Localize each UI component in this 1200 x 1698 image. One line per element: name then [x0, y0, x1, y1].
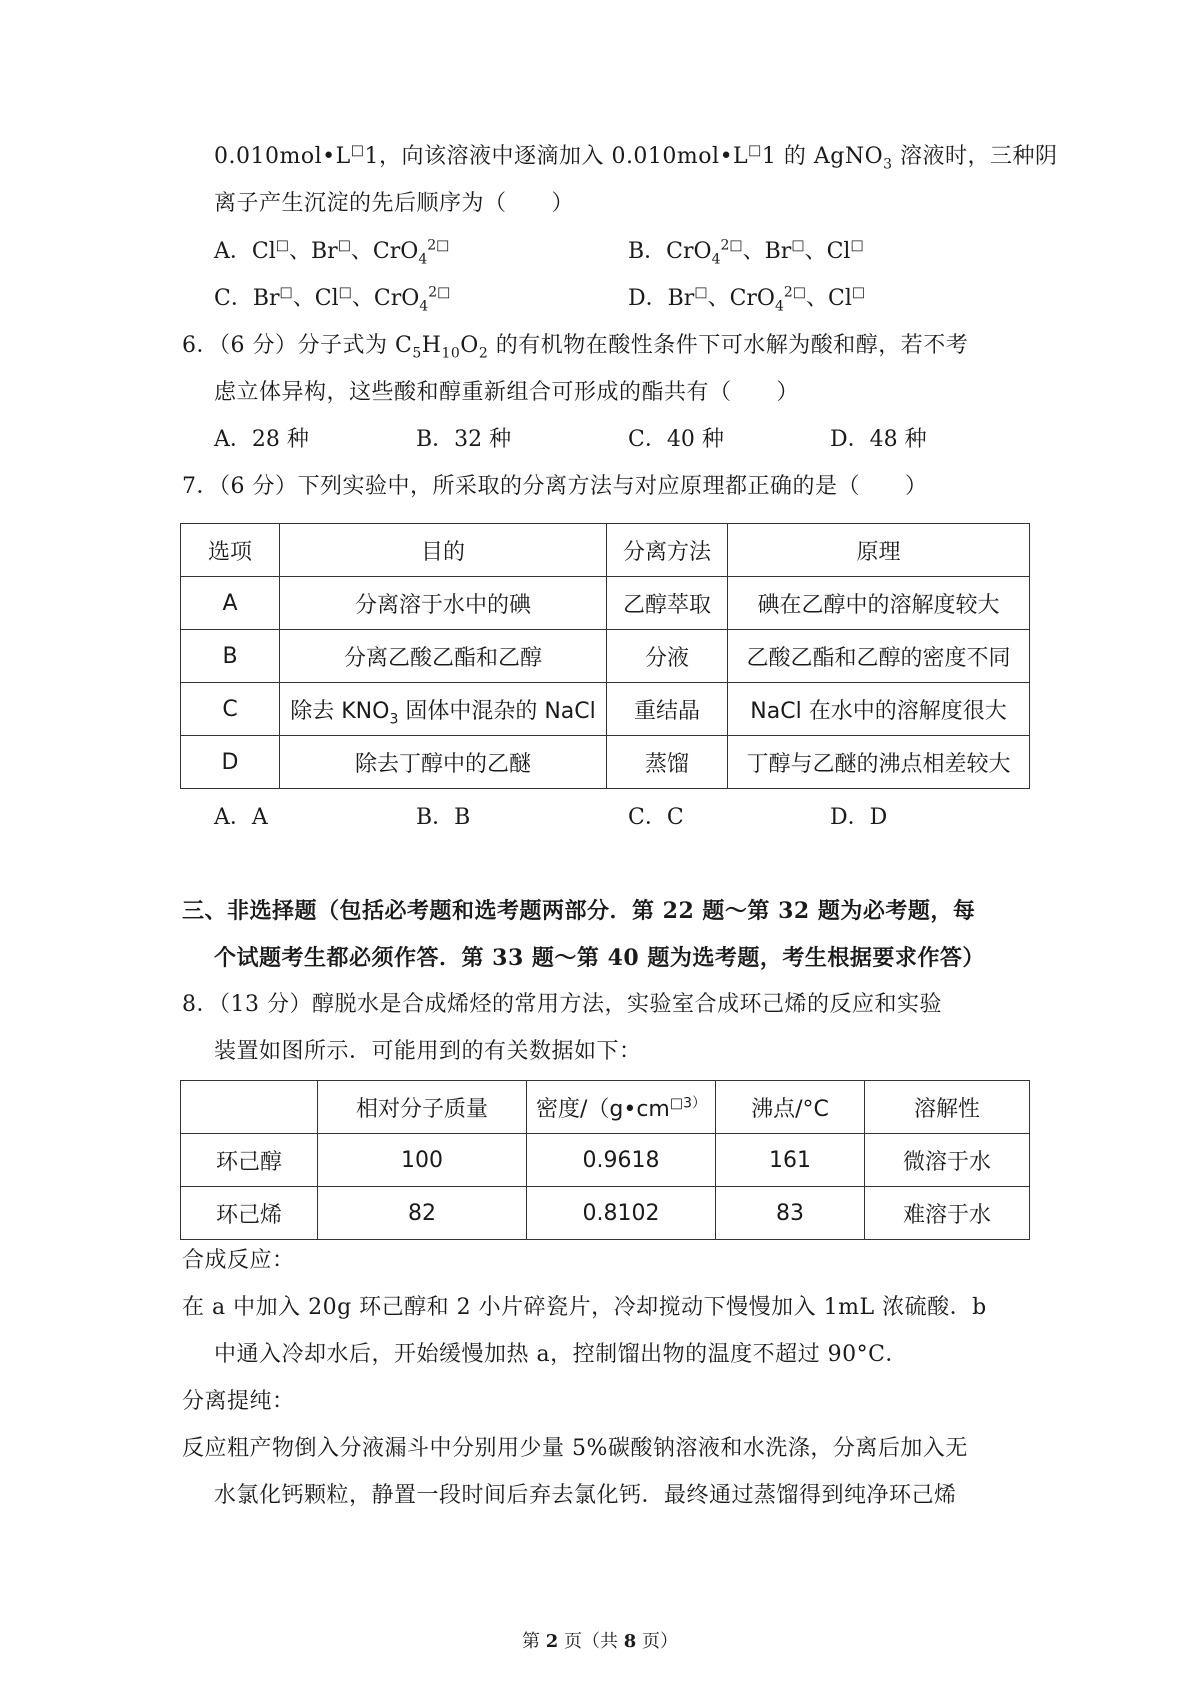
missing-glyph: □	[436, 237, 450, 254]
q5-option-d	[628, 284, 865, 314]
footer-text: 页（共	[558, 1631, 624, 1652]
table-row	[181, 577, 1030, 630]
missing-glyph: □	[437, 284, 451, 301]
subscript: 3	[389, 710, 399, 727]
missing-glyph: □	[850, 237, 864, 254]
q7-table	[180, 523, 1030, 789]
q5-text: 溶液时，三种阴	[892, 144, 1058, 169]
subscript: 10	[441, 345, 461, 362]
subscript: 4	[774, 298, 784, 315]
q6-option-d: D．48 种	[830, 427, 927, 452]
superscript: 2	[427, 237, 437, 254]
option-text: 、Br	[742, 239, 792, 264]
q7-option-a: A．A	[214, 805, 268, 830]
table-cell: B	[181, 630, 280, 683]
q6-option-c: C．40 种	[628, 427, 724, 452]
missing-glyph: □	[350, 142, 365, 159]
table-cell: 微溶于水	[865, 1134, 1030, 1187]
table-cell: 环己醇	[181, 1134, 318, 1187]
table-header-cell: 相对分子质量	[318, 1081, 527, 1134]
q8-line2: 装置如图所示．可能用到的有关数据如下：	[214, 1039, 642, 1064]
q5-line1	[214, 142, 1058, 172]
q6-text: O	[460, 333, 479, 358]
missing-glyph: □	[791, 237, 805, 254]
table-header-cell	[527, 1081, 716, 1134]
missing-glyph: □	[279, 284, 293, 301]
option-text: 、Cl	[804, 239, 851, 264]
table-cell: 环己烯	[181, 1187, 318, 1240]
table-row	[181, 683, 1030, 736]
superscript: 2	[720, 237, 730, 254]
table-cell	[280, 683, 607, 736]
table-cell: 碘在乙醇中的溶解度较大	[728, 577, 1030, 630]
missing-glyph: □	[337, 237, 351, 254]
table-row	[181, 630, 1030, 683]
section-3-heading-line1: 三、非选择题（包括必考题和选考题两部分．第 22 题～第 32 题为必考题，每	[182, 898, 976, 924]
q6-text: 的有机物在酸性条件下可水解为酸和醇，若不考	[488, 333, 969, 358]
table-cell: 除去丁醇中的乙醚	[280, 736, 607, 789]
q7-stem: 7．（6 分）下列实验中，所采取的分离方法与对应原理都正确的是（ ）	[182, 474, 928, 499]
option-text: A．Cl	[214, 239, 276, 264]
table-row	[181, 1187, 1030, 1240]
subscript: 2	[478, 345, 489, 362]
table-cell: 100	[318, 1134, 527, 1187]
table-header-cell: 沸点/°C	[716, 1081, 865, 1134]
table-cell: 82	[318, 1187, 527, 1240]
table-header-cell: 溶解性	[865, 1081, 1030, 1134]
q8-purify-line2: 水氯化钙颗粒，静置一段时间后弃去氯化钙．最终通过蒸馏得到纯净环己烯	[214, 1483, 957, 1508]
table-cell: D	[181, 736, 280, 789]
option-text: 、CrO	[707, 286, 775, 311]
q5-text: 1 的 AgNO	[761, 144, 884, 169]
footer-text: 页）	[636, 1631, 678, 1652]
table-cell: NaCl 在水中的溶解度很大	[728, 683, 1030, 736]
cell-text: 3）	[683, 1095, 707, 1112]
subscript: 3	[883, 156, 893, 173]
table-cell: 0.8102	[527, 1187, 716, 1240]
q6-text: 6．（6 分）分子式为 C	[182, 333, 413, 358]
table-cell: 分液	[607, 630, 728, 683]
missing-glyph: □	[694, 284, 708, 301]
option-text: 、CrO	[351, 286, 420, 311]
table-cell: 乙酸乙酯和乙醇的密度不同	[728, 630, 1030, 683]
option-text: 、Cl	[806, 286, 852, 311]
superscript: 2	[428, 284, 438, 301]
missing-glyph: □	[851, 284, 866, 301]
missing-glyph: □	[792, 284, 807, 301]
table-cell: 蒸馏	[607, 736, 728, 789]
q8-synthesis-line1: 在 a 中加入 20g 环己醇和 2 小片碎瓷片，冷却搅动下慢慢加入 1mL 浓硫酸．b	[182, 1295, 987, 1320]
total-pages: 8	[623, 1631, 637, 1652]
table-cell: C	[181, 683, 280, 736]
q5-text: 1，向该溶液中逐滴加入 0.010mol•L	[364, 144, 749, 169]
superscript: 2	[783, 284, 793, 301]
q5-line2: 离子产生沉淀的先后顺序为（ ）	[214, 191, 575, 216]
table-cell: 分离溶于水中的碘	[280, 577, 607, 630]
table-cell: 分离乙酸乙酯和乙醇	[280, 630, 607, 683]
missing-glyph: □	[729, 237, 743, 254]
page-footer	[0, 1630, 1200, 1654]
table-row	[181, 1134, 1030, 1187]
page-number: 2	[545, 1631, 559, 1652]
option-text: D．Br	[628, 286, 695, 311]
cell-text: 密度/（g•cm	[535, 1096, 670, 1122]
q8-table	[180, 1080, 1030, 1240]
q5-option-a	[214, 237, 449, 267]
option-text: B．CrO	[628, 239, 712, 264]
subscript: 4	[711, 251, 721, 268]
q7-option-d: D．D	[830, 805, 888, 830]
table-cell: 161	[716, 1134, 865, 1187]
table-cell: 重结晶	[607, 683, 728, 736]
missing-glyph: □	[748, 142, 762, 159]
q5-option-b	[628, 237, 864, 267]
subscript: 4	[418, 251, 428, 268]
q7-option-c: C．C	[628, 805, 684, 830]
table-header-row	[181, 524, 1030, 577]
cell-text: 固体中混杂的 NaCl	[398, 698, 596, 724]
section-3-heading-line2: 个试题考生都必须作答．第 33 题～第 40 题为选考题，考生根据要求作答）	[214, 945, 985, 971]
option-text: 、Cl	[292, 286, 339, 311]
table-cell: 丁醇与乙醚的沸点相差较大	[728, 736, 1030, 789]
table-cell: 难溶于水	[865, 1187, 1030, 1240]
table-cell: 乙醇萃取	[607, 577, 728, 630]
table-header-cell: 选项	[181, 524, 280, 577]
q8-line1: 8．（13 分）醇脱水是合成烯烃的常用方法，实验室合成环己烯的反应和实验	[182, 992, 942, 1017]
subscript: 4	[419, 298, 429, 315]
missing-glyph: □	[338, 284, 352, 301]
option-text: 、Br	[289, 239, 338, 264]
q7-option-b: B．B	[416, 805, 471, 830]
table-header-cell: 原理	[728, 524, 1030, 577]
table-header-row	[181, 1081, 1030, 1134]
option-text: 、CrO	[350, 239, 419, 264]
q6-line2: 虑立体异构，这些酸和醇重新组合可形成的酯共有（ ）	[214, 380, 800, 405]
subscript: 5	[412, 345, 422, 362]
table-cell: A	[181, 577, 280, 630]
q6-line1	[182, 331, 968, 361]
table-header-cell	[181, 1081, 318, 1134]
table-header-cell: 分离方法	[607, 524, 728, 577]
q5-text: 0.010mol•L	[214, 144, 351, 169]
table-row	[181, 736, 1030, 789]
q8-synthesis-title: 合成反应：	[182, 1248, 295, 1273]
option-text: C．Br	[214, 286, 280, 311]
missing-glyph: □	[669, 1095, 684, 1112]
table-cell: 83	[716, 1187, 865, 1240]
q5-option-c	[214, 284, 450, 314]
q8-purify-title: 分离提纯：	[182, 1389, 295, 1414]
q6-option-b: B．32 种	[416, 427, 512, 452]
cell-text: 除去 KNO	[290, 698, 390, 724]
missing-glyph: □	[275, 237, 289, 254]
footer-text: 第	[522, 1631, 546, 1652]
q6-option-a: A．28 种	[214, 427, 309, 452]
q6-text: H	[421, 333, 442, 358]
table-cell: 0.9618	[527, 1134, 716, 1187]
q8-synthesis-line2: 中通入冷却水后，开始缓慢加热 a，控制馏出物的温度不超过 90°C．	[214, 1342, 908, 1367]
q8-purify-line1: 反应粗产物倒入分液漏斗中分别用少量 5%碳酸钠溶液和水洗涤，分离后加入无	[182, 1436, 968, 1461]
table-header-cell: 目的	[280, 524, 607, 577]
